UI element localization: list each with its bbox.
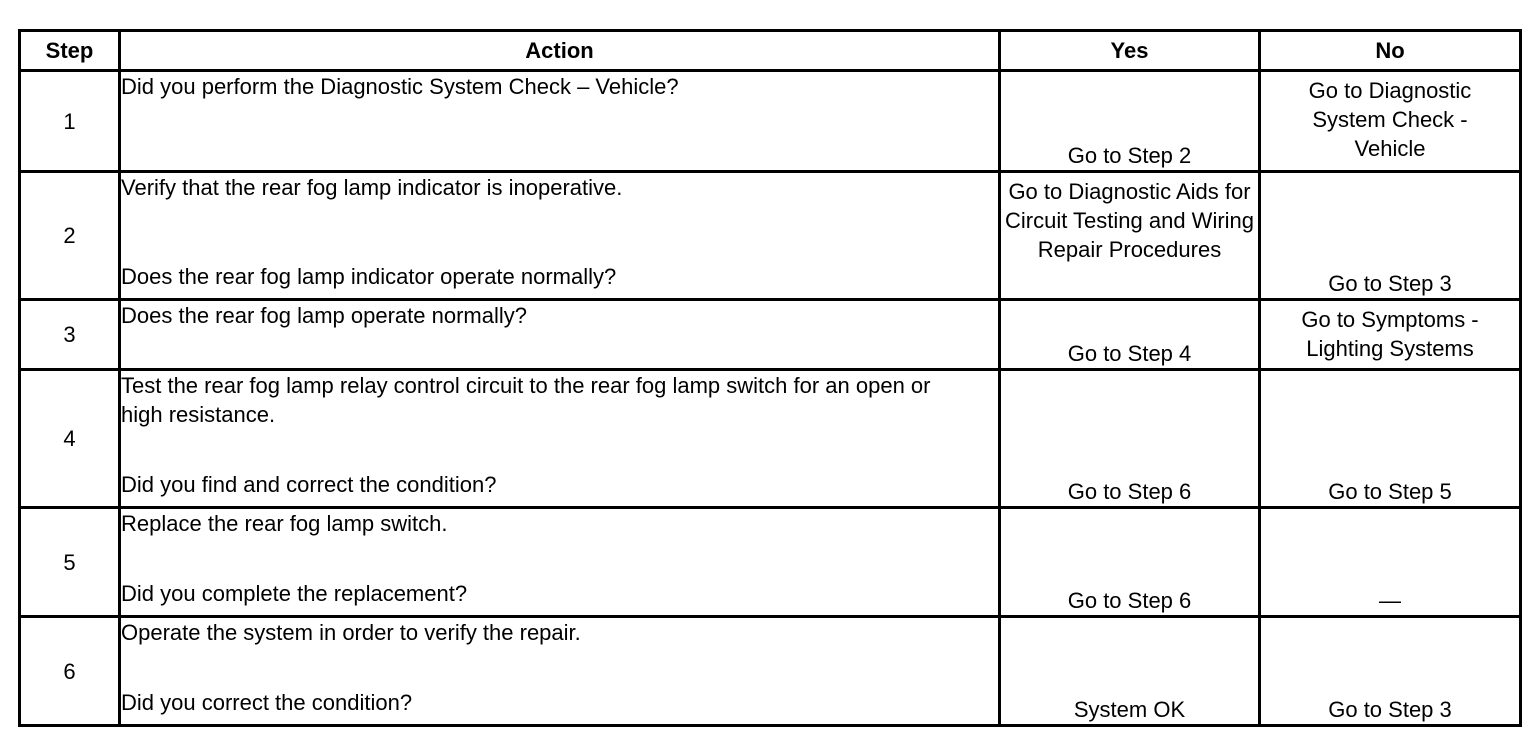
header-row [20,31,1521,71]
no-text: Go to Step 3 [1328,271,1452,296]
yes-text: Go to Step 2 [1067,143,1192,168]
table-row [20,617,1521,726]
yes-text: System OK [1073,697,1186,722]
step-number: 3 [20,300,120,370]
no-cell [1260,370,1521,508]
yes-text: Go to Step 6 [1067,588,1192,613]
table-row [20,71,1521,172]
action-cell [120,508,1000,617]
table-row [20,370,1521,508]
yes-cell [1000,617,1260,726]
action-text: Test the rear fog lamp relay control circuit to the rear fog lamp switch for an open or high resistance. [121,373,931,427]
yes-cell [1000,300,1260,370]
action-cell [120,172,1000,300]
step-number: 6 [20,617,120,726]
yes-cell [1000,370,1260,508]
no-text: Go to Symptoms - Lighting Systems [1301,307,1479,361]
action-cell [120,300,1000,370]
step-number: 5 [20,508,120,617]
action-text: Verify that the rear fog lamp indicator is inoperative. [121,175,623,200]
action-cell [120,617,1000,726]
diagnostic-table [18,29,1522,727]
step-number: 4 [20,370,120,508]
action-cell [120,71,1000,172]
table-row [20,172,1521,300]
header-step: Step [20,31,120,71]
no-text: Go to Diagnostic System Check - Vehicle [1308,78,1472,161]
table-row [20,508,1521,617]
action-question: Did you correct the condition? [121,690,413,715]
yes-cell [1000,508,1260,617]
action-question: Did you complete the replacement? [121,581,468,606]
no-text: Go to Step 3 [1328,697,1452,722]
step-number: 2 [20,172,120,300]
step-number: 1 [20,71,120,172]
header-action: Action [120,31,1000,71]
no-text: — [1379,588,1401,613]
yes-text: Go to Diagnostic Aids for Circuit Testing and Wiring Repair Procedures [1004,179,1255,262]
yes-cell [1000,71,1260,172]
no-cell [1260,617,1521,726]
yes-cell [1000,172,1260,300]
header-yes: Yes [1000,31,1260,71]
no-cell [1260,508,1521,617]
action-text: Did you perform the Diagnostic System Check – Vehicle? [121,74,679,99]
action-cell [120,370,1000,508]
yes-text: Go to Step 6 [1067,479,1192,504]
action-question: Did you find and correct the condition? [121,472,497,497]
action-text: Replace the rear fog lamp switch. [121,511,448,536]
no-cell [1260,71,1521,172]
no-cell [1260,300,1521,370]
table-row [20,300,1521,370]
no-text: Go to Step 5 [1328,479,1452,504]
header-no: No [1260,31,1521,71]
action-text: Operate the system in order to verify the repair. [121,620,581,645]
action-text: Does the rear fog lamp operate normally? [121,303,527,328]
no-cell [1260,172,1521,300]
action-question: Does the rear fog lamp indicator operate normally? [121,264,617,289]
yes-text: Go to Step 4 [1067,341,1192,366]
